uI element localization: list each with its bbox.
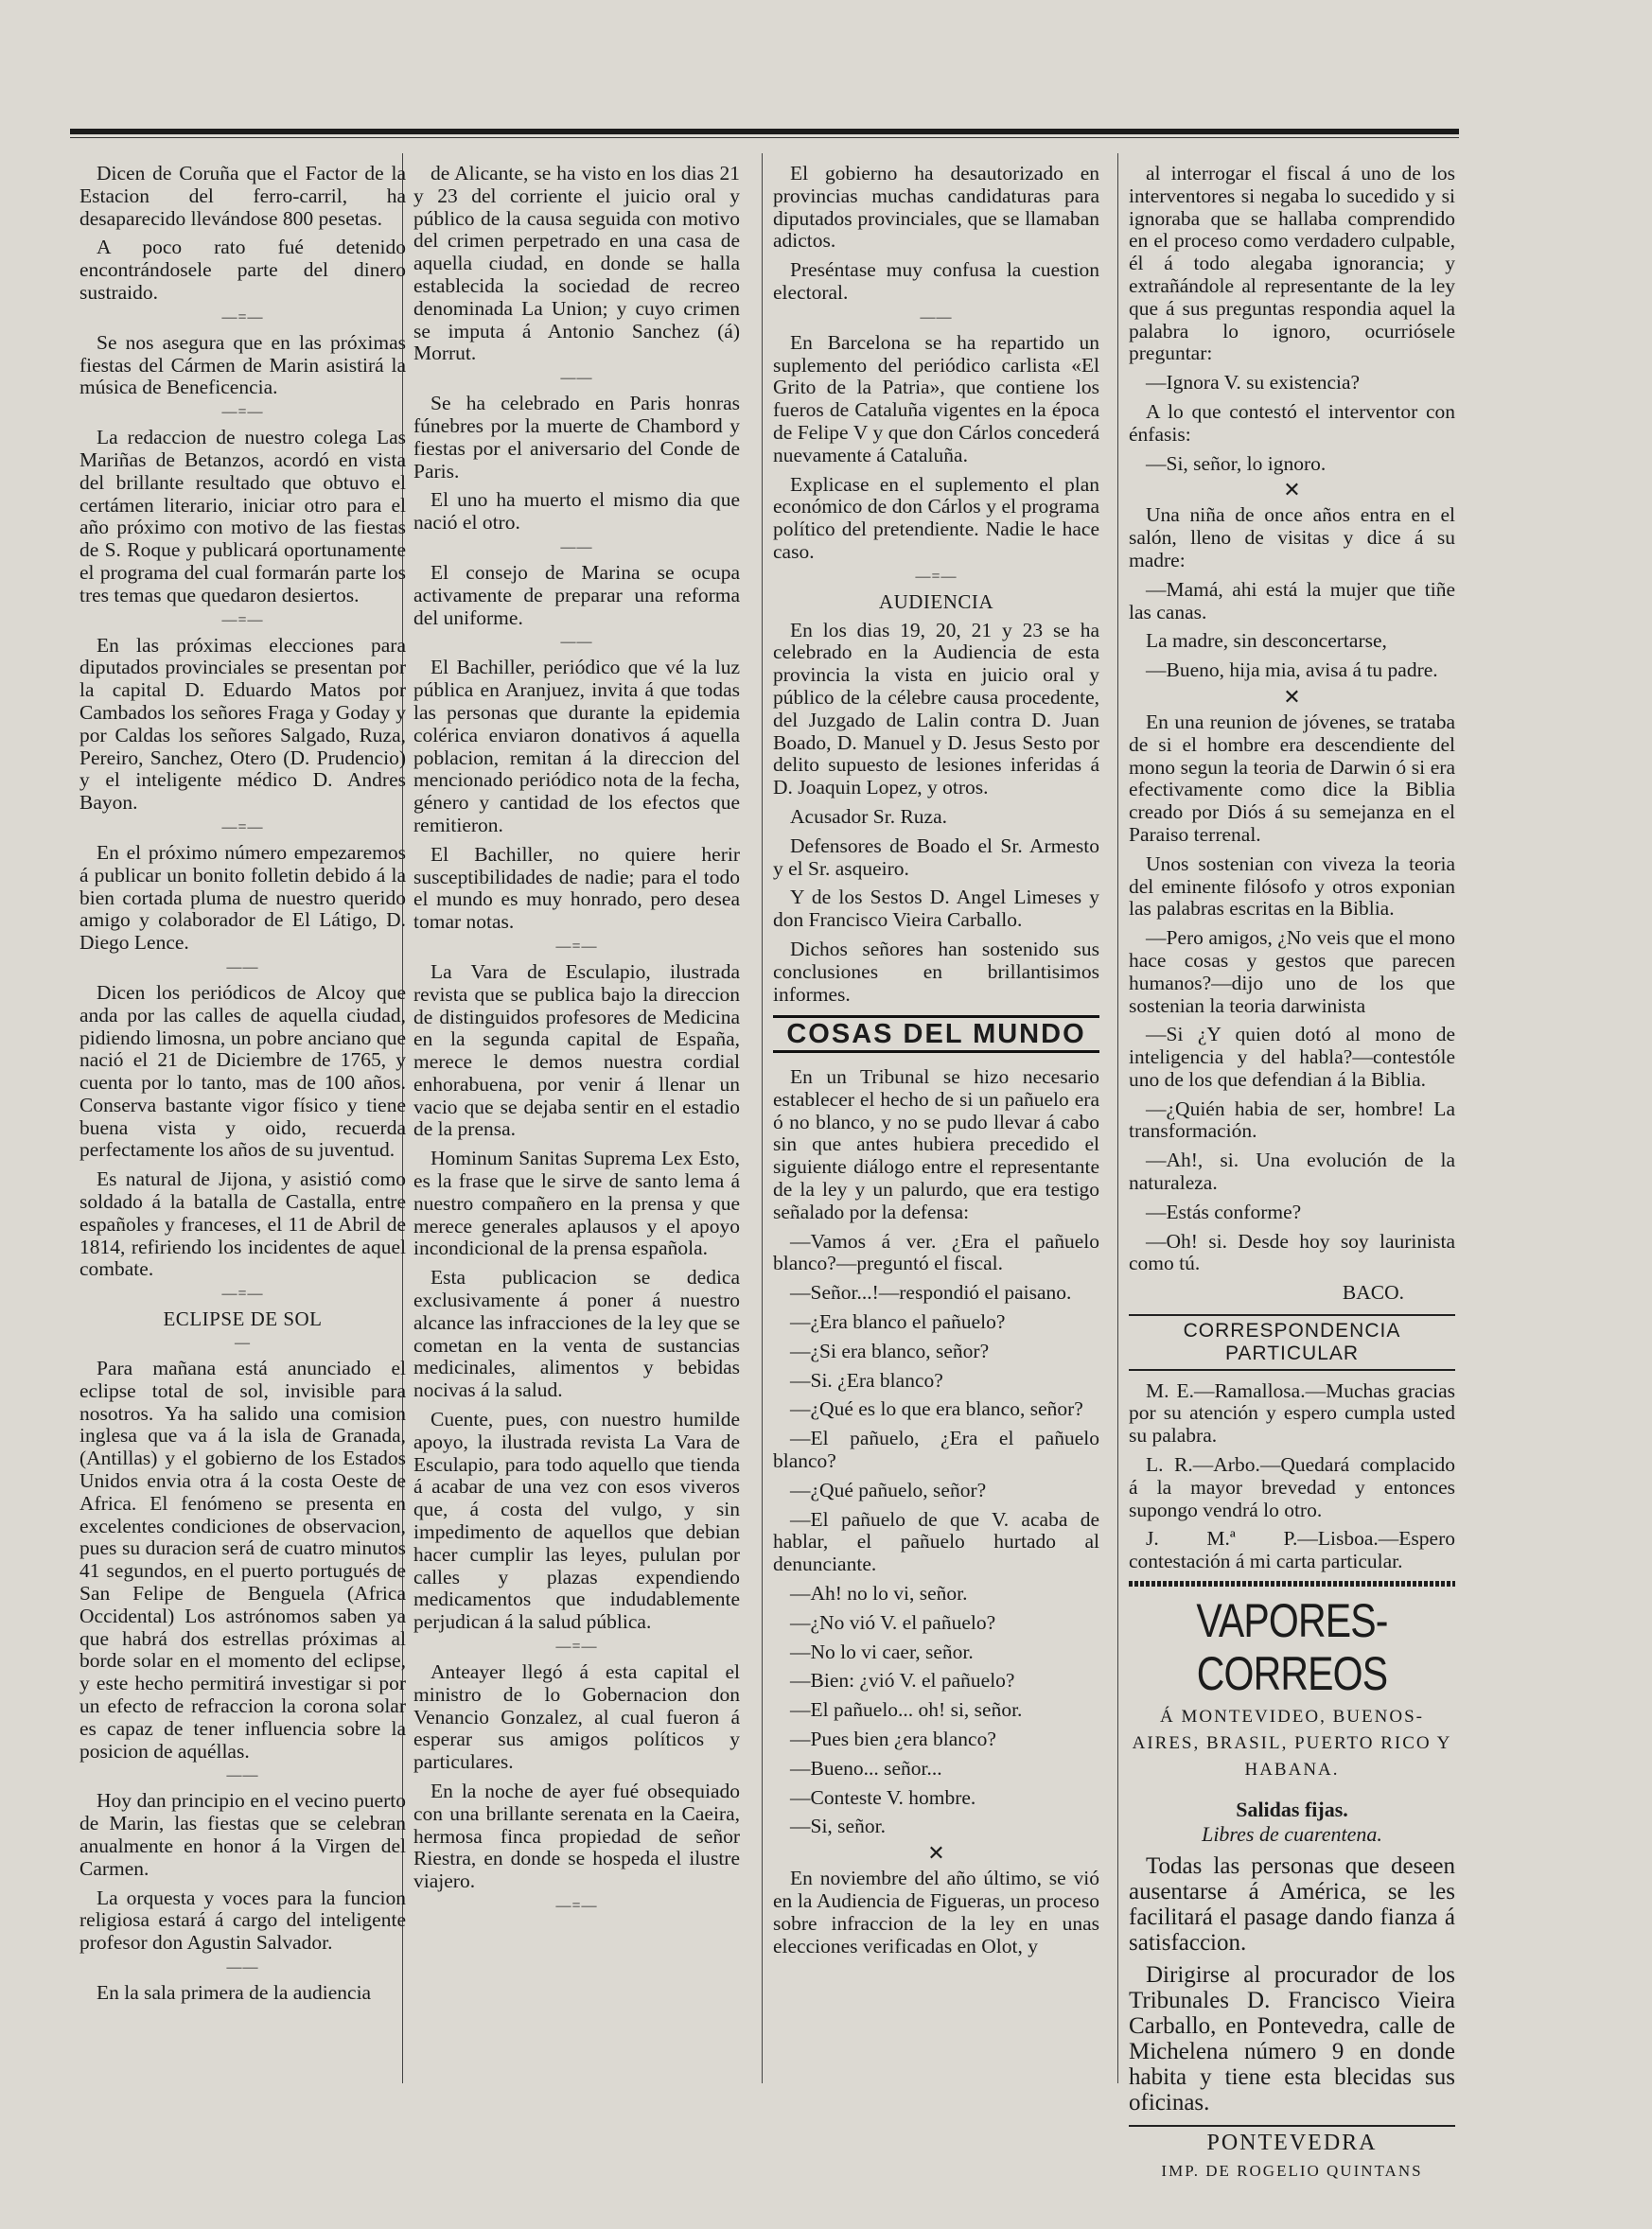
- news-item: Unos sostenian con viveza la teoria del eminente filósofo y otros exponian las palabras escritas en la Biblia.: [1129, 851, 1455, 921]
- dialogue-line: —Bien: ¿vió V. el pañuelo?: [790, 1669, 1015, 1693]
- column-2: [413, 163, 740, 1921]
- separator: ——: [560, 370, 593, 387]
- ad-libres: Libres de cuarentena.: [1202, 1821, 1382, 1846]
- news-item: Preséntase muy confusa la cuestion electoral.: [773, 258, 1099, 304]
- news-item: al interrogar el fiscal á uno de los interventores si negaba lo sucedido y si ignoraba que se hallaba comprendido en el proceso como verdadero culpable, él á todo alegaba ignorancia; y extrañándole al representante de la ley que á sus preguntas respondia aquel la palabra lo ignoro, ocurriósele preguntar:: [1129, 162, 1455, 365]
- correspondence-item: J. M.ª P.—Lisboa.—Espero contestación á mi carta particular.: [1129, 1527, 1455, 1573]
- news-item: El Bachiller, periódico que vé la luz pública en Aranjuez, invita á que todas las personas que durante la epidemia colérica enviaron donativos á aquella poblacion, remitan á la direccion del mencionado periódico nota de la fecha, género y cantidad de los efectos que remitieron.: [413, 656, 740, 836]
- dialogue-line: —Si. ¿Era blanco?: [790, 1368, 943, 1392]
- separator: —=—: [555, 938, 598, 955]
- cross-separator-icon: ✕: [1283, 684, 1301, 709]
- column-divider: [1117, 153, 1118, 2083]
- news-item: La redaccion de nuestro colega Las Mariñas de Betanzos, acordó en vista del brillante resultado que obtuvo el certámen literario, iniciar otro para el año próximo con motivo de las fiestas de S. Roque y publicará oportunamente el programa del cual formarán parte los tres temas que quedaron desiertos.: [79, 426, 406, 606]
- column-1: [79, 163, 406, 2011]
- news-item: El Bachiller, no quiere herir susceptibilidades de nadie; para el todo el mundo es muy honrado, pero desea tomar notas.: [413, 842, 740, 934]
- news-item: En los dias 19, 20, 21 y 23 se ha celebrado en la Audiencia de esta provincia la vista en juicio oral y público de la célebre causa procedente, del Juzgado de Lalin contra D. Juan Boado, D. Manuel y D. Jesus Sesto por delito supuesto de lesiones inferidas á D. Joaquin Lopez, y otros.: [773, 618, 1099, 799]
- news-item: En la sala primera de la audiencia: [97, 1980, 372, 2004]
- ad-text: Todas las personas que deseen ausentarse á América, se les facilitará el pasage dando fianza á satisfaccion.: [1129, 1852, 1455, 1956]
- separator: ——: [560, 634, 593, 651]
- correspondence-item: L. R.—Arbo.—Quedará complacido á la mayor brevedad y entonces supongo vendrá lo otro.: [1129, 1453, 1455, 1521]
- news-item: En el próximo número empezaremos á publicar un bonito folletin debido á la bien cortada pluma de nuestro querido amigo y colaborador de El Látigo, D. Diego Lence.: [79, 840, 406, 955]
- separator: ——: [920, 308, 953, 325]
- separator: —=—: [555, 1897, 598, 1914]
- dialogue-line: —¿Qué pañuelo, señor?: [790, 1478, 987, 1501]
- column-3: [773, 163, 1099, 1964]
- dialogue-line: —¿No vió V. el pañuelo?: [790, 1610, 996, 1634]
- news-item: Dicen los periódicos de Alcoy que anda por las calles de aquella ciudad, pidiendo limosna, un pobre anciano que nació el 21 de Diciembre de 1765, y cuenta por lo tanto, mas de 100 años. Conserva bastante vigor físico y tiene buena vista y oido, recuerda perfectamente los años de su juventud.: [79, 980, 406, 1162]
- dialogue-line: —El pañuelo de que V. acaba de hablar, el pañuelo hurtado al denunciante.: [773, 1507, 1099, 1576]
- section-heading: AUDIENCIA: [878, 589, 994, 613]
- news-item: La madre, sin desconcertarse,: [1146, 629, 1387, 653]
- dialogue-line: —El pañuelo... oh! si, señor.: [790, 1698, 1023, 1722]
- section-banner: CORRESPONDENCIA PARTICULAR: [1129, 1314, 1455, 1371]
- dialogue-line: —Mamá, ahi está la mujer que tiñe las canas.: [1129, 577, 1455, 623]
- news-item: A lo que contestó el interventor con énfasis:: [1129, 399, 1455, 446]
- news-item: Acusador Sr. Ruza.: [790, 804, 947, 828]
- dialogue-line: —Ignora V. su existencia?: [1146, 371, 1361, 395]
- news-item: El consejo de Marina se ocupa activamente de preparar una reforma del uniforme.: [413, 560, 740, 629]
- ad-text: Dirigirse al procurador de los Tribunales D. Francisco Vieira Carballo, en Pontevedra, calle de Michelena número 9 en donde habita y tiene esta blecidas sus oficinas.: [1129, 1961, 1455, 2115]
- ad-rule: [1129, 2125, 1455, 2127]
- separator: ——: [226, 1767, 259, 1784]
- news-item: En la noche de ayer fué obsequiado con una brillante serenata en la Caeira, hermosa finca propiedad de señor Riestra, en donde se hospeda el ilustre viajero.: [413, 1780, 740, 1893]
- top-rule: [70, 129, 1459, 134]
- imprint-place: PONTEVEDRA: [1206, 2130, 1378, 2155]
- news-item: Se ha celebrado en Paris honras fúnebres por la muerte de Chambord y fiestas por el aniversario del Conde de Paris.: [413, 392, 740, 483]
- separator: —=—: [221, 818, 264, 835]
- news-item: Defensores de Boado el Sr. Armesto y el Sr. asqueiro.: [773, 834, 1099, 880]
- ad-subtitle: Á MONTEVIDEO, BUENOS-AIRES, BRASIL, PUERTO RICO Y HABANA.: [1132, 1707, 1452, 1781]
- news-item: En un Tribunal se hizo necesario establecer el hecho de si un pañuelo era ó no blanco, y no se pudo llevar á cabo sin que antes hubiera precedido el siguiente diálogo entre el representante de la ley y un palurdo, que era testigo señalado por la defensa:: [773, 1065, 1099, 1223]
- column-4: [1129, 163, 1455, 2183]
- news-item: En Barcelona se ha repartido un suplemento del periódico carlista «El Grito de la Patria», que contiene los fueros de Cataluña vigentes en la época de Felipe V y que don Cárlos concederá nuevamente á Cataluña.: [773, 330, 1099, 466]
- dialogue-line: —Si ¿Y quien dotó al mono de inteligencia y del habla?—contestóle uno de los que defendian á la Biblia.: [1129, 1023, 1455, 1091]
- dialogue-line: —¿Era blanco el pañuelo?: [790, 1310, 1006, 1334]
- separator: —: [235, 1335, 251, 1352]
- separator: ——: [226, 1958, 259, 1975]
- top-rule-thin: [70, 137, 1459, 138]
- dialogue-line: —¿Qué es lo que era blanco, señor?: [790, 1397, 1083, 1421]
- section-banner: COSAS DEL MUNDO: [773, 1015, 1099, 1053]
- dialogue-line: —Si, señor, lo ignoro.: [1146, 451, 1327, 475]
- separator: ——: [560, 538, 593, 555]
- dialogue-line: —Estás conforme?: [1146, 1200, 1302, 1223]
- news-item: Dicen de Coruña que el Factor de la Estacion del ferro-carril, ha desaparecido llevándose 800 pesetas.: [79, 162, 406, 230]
- news-item: Para mañana está anunciado el eclipse total de sol, invisible para nosotros. Ya ha salido una comision inglesa que va á la isla de Granada, (Antillas) y el gobierno de los Estados Unidos envia otra á la costa Oeste de Africa. El fenómeno se presenta en excelentes condiciones de observacion, pues su duracion será de cuatro minutos 41 segundos, en el puerto portugués de San Felipe de Benguela (Africa Occidental) Los astrónomos saben ya que habrá dos estrellas próximas al borde solar en el momento del eclipse, y este hecho permitirá investigar si por un efecto de refraccion la corona solar es capaz de tener influencia sobre la posicion de aquéllas.: [79, 1357, 406, 1763]
- separator: —=—: [221, 611, 264, 628]
- cross-separator-icon: ✕: [1283, 478, 1301, 502]
- dialogue-line: —Vamos á ver. ¿Era el pañuelo blanco?—preguntó el fiscal.: [773, 1229, 1099, 1275]
- dialogue-line: —Conteste V. hombre.: [790, 1785, 976, 1809]
- section-heading: ECLIPSE DE SOL: [163, 1308, 323, 1331]
- ad-salidas: Salidas fijas.: [1236, 1798, 1348, 1822]
- dialogue-line: —No lo vi caer, señor.: [790, 1640, 974, 1663]
- imprint-printer: IMP. DE ROGELIO QUINTANS: [1161, 2162, 1423, 2181]
- news-item: Cuente, pues, con nuestro humilde apoyo, la ilustrada revista La Vara de Esculapio, para todo aquello que tienda á acabar de una vez con esos viveros que, á costa del vulgo, y sin impedimento de aquellos que debian hacer cumplir las leyes, pululan por calles y plazas expendiendo medicamentos que indudablemente perjudican á la salud pública.: [413, 1408, 740, 1634]
- dialogue-line: —Bueno... señor...: [790, 1756, 942, 1780]
- dialogue-line: —Si, señor.: [790, 1815, 886, 1838]
- dialogue-line: —Señor...!—respondió el paisano.: [790, 1281, 1072, 1305]
- dialogue-line: —Oh! si. Desde hoy soy laurinista como tú.: [1129, 1229, 1455, 1275]
- dialogue-line: —Bueno, hija mia, avisa á tu padre.: [1146, 658, 1438, 682]
- news-item: El uno ha muerto el mismo dia que nació el otro.: [413, 488, 740, 535]
- separator: —=—: [221, 1286, 264, 1303]
- dialogue-line: —¿Quién habia de ser, hombre! La transformación.: [1129, 1097, 1455, 1143]
- dialogue-line: —Ah!, si. Una evolución de la naturaleza.: [1129, 1149, 1455, 1195]
- news-item: La Vara de Esculapio, ilustrada revista que se publica bajo la direccion de distinguidos profesores de Medicina en la segunda capital de España, merece le demos nuestra cordial enhorabuena, por venir á llenar un vacio que se dejaba sentir en el estadio de la prensa.: [413, 959, 740, 1141]
- correspondence-item: M. E.—Ramallosa.—Muchas gracias por su atención y espero cumpla usted su palabra.: [1129, 1378, 1455, 1448]
- news-item: Anteayer llegó á esta capital el ministro de lo Gobernacion don Venancio Gonzalez, al cual fueron á esperar sus amigos políticos y particulares.: [413, 1660, 740, 1774]
- news-item: Hominum Sanitas Suprema Lex Esto, es la frase que le sirve de santo lema á nuestro compañero en la prensa y que merece generales aplausos y el apoyo incondicional de la prensa española.: [413, 1147, 740, 1260]
- signature: BACO.: [1342, 1281, 1404, 1305]
- dialogue-line: —Pero amigos, ¿No veis que el mono hace cosas y gestos que parecen humanos?—dijo uno de los que sostenian la teoria darwinista: [1129, 926, 1455, 1017]
- cross-separator-icon: ✕: [927, 1841, 945, 1866]
- news-item: La orquesta y voces para la funcion religiosa estará á cargo del inteligente profesor don Agustin Salvador.: [79, 1886, 406, 1955]
- separator: ——: [226, 958, 259, 975]
- ad-title: VAPORES-CORREOS: [1196, 1594, 1388, 1701]
- news-item: de Alicante, se ha visto en los dias 21 y 23 del corriente el juicio oral y público de la causa seguida con motivo del crimen perpetrado en una casa de aquella ciudad, en donde se halla establecida la sociedad de recreo denominada La Union; y cuyo crimen se imputa á Antonio Sanchez (á) Morrut.: [413, 162, 740, 365]
- news-item: Se nos asegura que en las próximas fiestas del Cármen de Marin asistirá la música de Beneficencia.: [79, 330, 406, 399]
- news-item: En una reunion de jóvenes, se trataba de si el hombre era descendiente del mono segun la teoria de Darwin ó si era efectivamente como dice la Biblia creado por Diós á su semejanza en el Paraiso terrenal.: [1129, 710, 1455, 846]
- news-item: Explicase en el suplemento el plan económico de don Cárlos y el programa político del pretendiente. Nadie le hace caso.: [773, 472, 1099, 563]
- separator: —=—: [915, 568, 958, 585]
- news-item: Hoy dan principio en el vecino puerto de Marin, las fiestas que se celebran anualmente en honor á la Virgen del Carmen.: [79, 1789, 406, 1880]
- news-item: Una niña de once años entra en el salón, lleno de visitas y dice á su madre:: [1129, 503, 1455, 571]
- news-item: Esta publicacion se dedica exclusivamente á poner á nuestro alcance las infracciones de la ley que se cometan en la venta de sustancias medicinales, alimentos y bebidas nocivas á la salud.: [413, 1266, 740, 1402]
- news-item: A poco rato fué detenido encontrándosele parte del dinero sustraido.: [79, 236, 406, 304]
- news-item: El gobierno ha desautorizado en provincias muchas candidaturas para diputados provinciales, que se llamaban adictos.: [773, 162, 1099, 253]
- dialogue-line: —¿Si era blanco, señor?: [790, 1339, 990, 1362]
- column-divider: [762, 153, 763, 2083]
- news-item: Y de los Sestos D. Angel Limeses y don Francisco Vieira Carballo.: [773, 886, 1099, 932]
- dialogue-line: —El pañuelo, ¿Era el pañuelo blanco?: [773, 1427, 1099, 1473]
- separator: —=—: [221, 404, 264, 421]
- separator: —=—: [221, 308, 264, 325]
- news-item: En las próximas elecciones para diputados provinciales se presentan por la capital D. Eduardo Matos por Cambados los señores Fraga y Goday y por Caldas los señores Salgado, Ruza, Pereiro, Sanchez, Otero (D. Prudencio) y el inteligente médico D. Andres Bayon.: [79, 633, 406, 815]
- news-item: Es natural de Jijona, y asistió como soldado á la batalla de Castalla, entre españoles y franceses, el 11 de Abril de 1814, refiriendo los incidentes de aquel combate.: [79, 1167, 406, 1281]
- dialogue-line: —Pues bien ¿era blanco?: [790, 1728, 996, 1751]
- news-item: Dichos señores han sostenido sus conclusiones en brillantisimos informes.: [773, 937, 1099, 1006]
- ad-border: [1129, 1581, 1455, 1587]
- separator: —=—: [555, 1639, 598, 1656]
- dialogue-line: —Ah! no lo vi, señor.: [790, 1582, 968, 1606]
- news-item: En noviembre del año último, se vió en la Audiencia de Figueras, un proceso sobre infraccion de la ley en unas elecciones verificadas en Olot, y: [773, 1867, 1099, 1957]
